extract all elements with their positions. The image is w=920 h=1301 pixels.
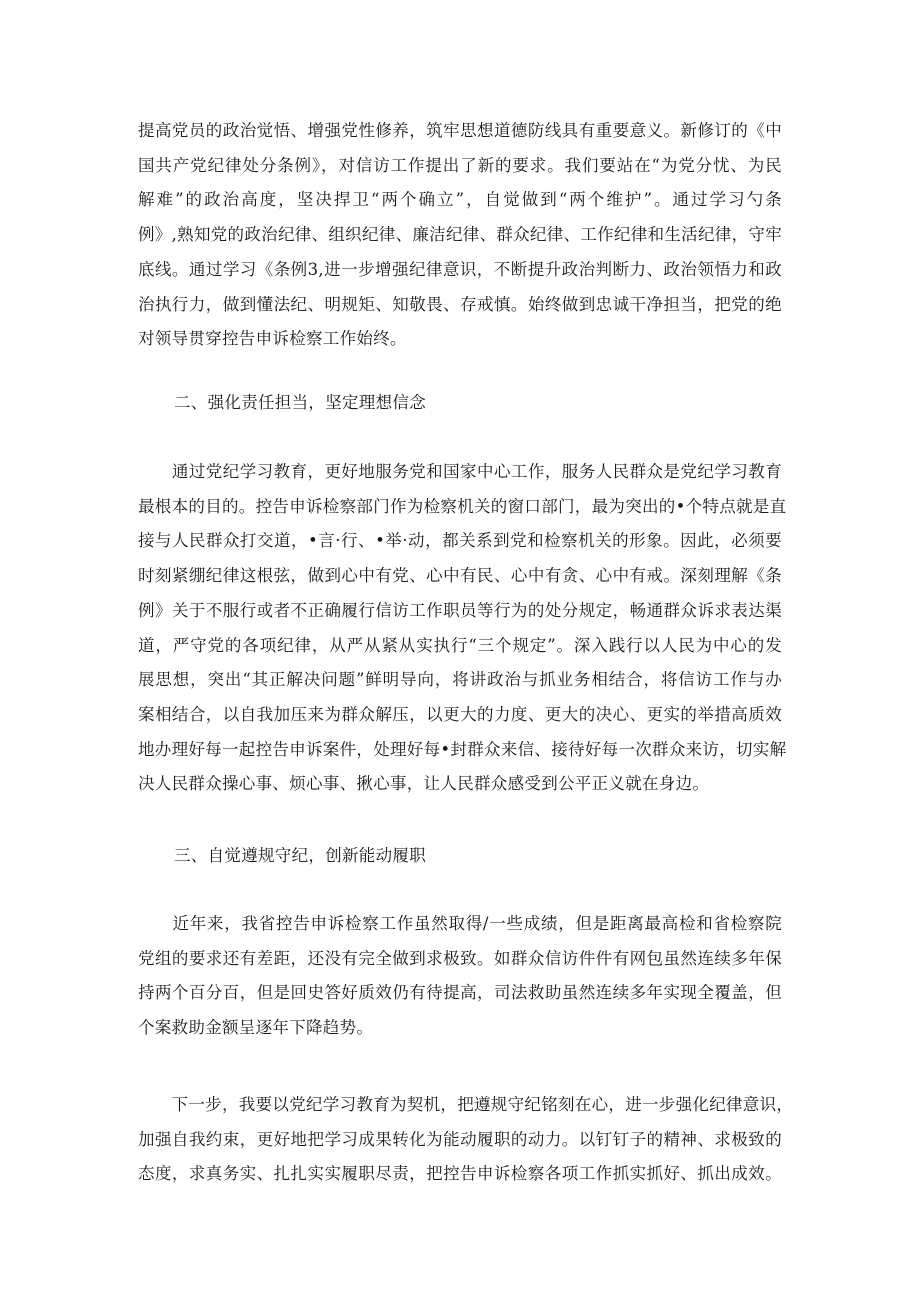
text-line: 最根本的目的。控告申诉检察部门作为检察机关的窗口部门，最为突出的•个特点就是直 [138,496,787,516]
section-2-heading: 二、强化责任担当，坚定理想信念 [174,393,426,412]
text-line: 近年来，我省控告申诉检察工作虽然取得/一些成绩，但是距离最高检和省检察院 [138,914,782,933]
text-line: 党组的要求还有差距，还没有完全做到求极致。如群众信访件件有网包虽然连续多年保 [138,948,782,968]
text-line: 国共产党纪律处分条例》，对信访工作提出了新的要求。我们要站在“为党分忧、为民 [138,155,782,175]
section-3-paragraph-2 [138,1088,794,1192]
intro-paragraph [138,114,782,357]
text-line: 例》,熟知党的政治纪律、组织纪律、廉洁纪律、群众纪律、工作纪律和生活纪律，守牢 [138,225,782,245]
text-line: 态度，求真务实、扎扎实实履职尽责，把控告申诉检察各项工作抓实抓好、抓出成效。 [138,1164,782,1184]
text-line: 持两个百分百，但是回史答好质效仍有待提高，司法救助虽然连续多年实现全覆盖，但 [138,983,782,1003]
text-line: 治执行力，做到懂法纪、明规矩、知敬畏、存戒慎。始终做到忠诚干净担当，把党的绝 [138,294,782,314]
text-line: 展思想，突出“其正解决问题”鲜明导向，将讲政治与抓业务相结合，将信访工作与办 [138,670,782,690]
text-line: 案相结合，以自我加压来为群众解压，以更大的力度、更大的决心、更实的举措高质效 [138,704,782,724]
text-line: 接与人民群众打交道，•言·行、•举·动，都关系到党和检察机关的形象。因此，必须要 [138,531,782,551]
text-line: 提高党员的政治觉悟、增强党性修养，筑牢思想道德防线具有重要意义。新修订的《中 [138,121,782,140]
section-3-heading: 三、自觉遵规守纪，创新能动履职 [174,846,426,865]
text-line: 通过党纪学习教育，更好地服务党和国家中心工作，服务人民群众是党纪学习教育 [138,462,782,481]
text-line: 地办理好每一起控告申诉案件，处理好每•封群众来信、接待好每一次群众来访，切实解 [138,739,787,759]
text-line: 底线。通过学习《条例3,进一步增强纪律意识，不断提升政治判断力、政治领悟力和政 [138,259,782,279]
text-line: 下一步，我要以党纪学习教育为契机，把遵规守纪铭刻在心，进一步强化纪律意识， [138,1095,794,1114]
section-2-paragraph [138,455,787,802]
text-line: 决人民群众操心事、烦心事、揪心事，让人民群众感受到公平正义就在身边。 [138,774,710,794]
text-line: 解难”的政治高度，坚决捍卫“两个确立”，自觉做到“两个维护”。通过学习勺条 [138,190,782,210]
text-line: 道，严守党的各项纪律，从严从紧从实执行“三个规定”。深入践行以人民为中心的发 [138,635,782,655]
text-line: 时刻紧绷纪律这根弦，做到心中有党、心中有民、心中有贪、心中有戒。深刻理解《条 [138,566,782,586]
text-line: 加强自我约束，更好地把学习成果转化为能动履职的动力。以钉钉子的精神、求极致的 [138,1129,782,1149]
section-3-paragraph-1 [138,907,782,1046]
text-line: 对领导贯穿控告申诉检察工作始终。 [138,329,407,349]
text-line: 例》关于不服行或者不正确履行信访工作职员等行为的处分规定，畅通群众诉求表达渠 [138,600,782,620]
text-line: 个案救助金额呈逐年下降趋势。 [138,1018,374,1038]
